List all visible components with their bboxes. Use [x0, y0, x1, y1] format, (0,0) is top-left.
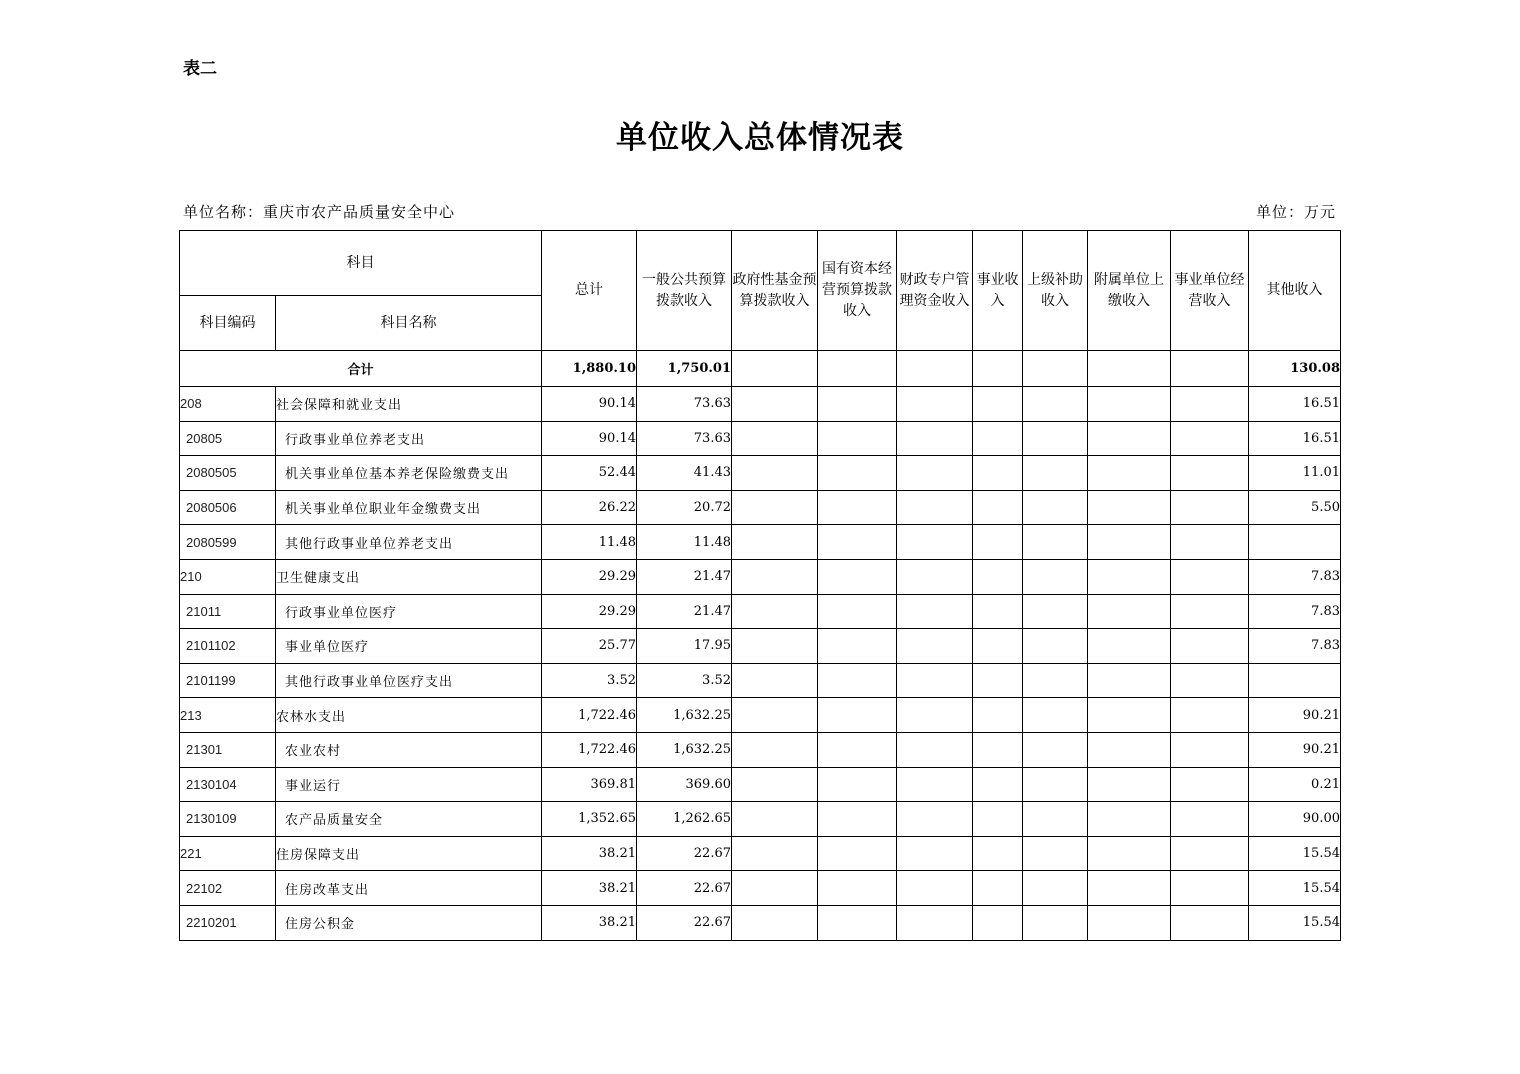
row-business-operation — [1171, 905, 1249, 940]
row-business — [973, 698, 1023, 733]
table-row — [180, 871, 1341, 906]
table-row — [180, 698, 1341, 733]
row-gov-fund — [732, 836, 818, 871]
row-name: 机关事业单位职业年金缴费支出 — [276, 490, 542, 525]
row-name: 卫生健康支出 — [276, 559, 542, 594]
row-fiscal-special — [897, 802, 973, 837]
row-general-budget: 73.63 — [637, 421, 732, 456]
row-fiscal-special — [897, 905, 973, 940]
row-state-capital — [818, 732, 897, 767]
unit-measure-label: 单位：万元 — [1255, 203, 1336, 221]
row-affiliated — [1088, 732, 1171, 767]
row-other: 5.50 — [1249, 490, 1341, 525]
row-other: 7.83 — [1249, 559, 1341, 594]
total-other: 130.08 — [1249, 351, 1341, 387]
row-name: 机关事业单位基本养老保险缴费支出 — [276, 456, 542, 491]
table-number-label: 表二 — [183, 59, 217, 79]
row-business — [973, 559, 1023, 594]
row-business-operation — [1171, 387, 1249, 422]
row-gov-fund — [732, 629, 818, 664]
row-business-operation — [1171, 767, 1249, 802]
row-gov-fund — [732, 767, 818, 802]
row-fiscal-special — [897, 421, 973, 456]
row-fiscal-special — [897, 663, 973, 698]
row-general-budget: 21.47 — [637, 594, 732, 629]
row-state-capital — [818, 629, 897, 664]
total-row — [180, 351, 1341, 387]
row-code: 22102 — [180, 871, 276, 906]
row-total: 29.29 — [542, 594, 637, 629]
row-code: 2080506 — [180, 490, 276, 525]
table-row — [180, 421, 1341, 456]
row-gov-fund — [732, 490, 818, 525]
row-general-budget: 22.67 — [637, 905, 732, 940]
row-other: 16.51 — [1249, 421, 1341, 456]
row-business — [973, 836, 1023, 871]
row-name: 行政事业单位医疗 — [276, 594, 542, 629]
row-superior-subsidy — [1023, 802, 1088, 837]
row-state-capital — [818, 871, 897, 906]
row-affiliated — [1088, 490, 1171, 525]
row-affiliated — [1088, 767, 1171, 802]
row-general-budget: 369.60 — [637, 767, 732, 802]
row-business-operation — [1171, 663, 1249, 698]
row-business — [973, 802, 1023, 837]
row-name: 农林水支出 — [276, 698, 542, 733]
row-gov-fund — [732, 559, 818, 594]
row-fiscal-special — [897, 559, 973, 594]
row-code: 21301 — [180, 732, 276, 767]
row-business-operation — [1171, 836, 1249, 871]
row-general-budget: 20.72 — [637, 490, 732, 525]
row-superior-subsidy — [1023, 594, 1088, 629]
row-superior-subsidy — [1023, 836, 1088, 871]
row-business — [973, 490, 1023, 525]
row-other: 7.83 — [1249, 629, 1341, 664]
total-state-capital — [818, 351, 897, 387]
row-code: 2130104 — [180, 767, 276, 802]
row-fiscal-special — [897, 387, 973, 422]
row-affiliated — [1088, 387, 1171, 422]
row-gov-fund — [732, 663, 818, 698]
row-superior-subsidy — [1023, 698, 1088, 733]
header-name: 科目名称 — [276, 296, 542, 351]
row-fiscal-special — [897, 456, 973, 491]
row-other — [1249, 663, 1341, 698]
header-code: 科目编码 — [180, 296, 276, 351]
table-row — [180, 905, 1341, 940]
row-business — [973, 767, 1023, 802]
row-state-capital — [818, 802, 897, 837]
total-fiscal-special — [897, 351, 973, 387]
row-state-capital — [818, 767, 897, 802]
table-row — [180, 456, 1341, 491]
row-business — [973, 732, 1023, 767]
total-gov-fund — [732, 351, 818, 387]
table-row — [180, 802, 1341, 837]
row-other: 0.21 — [1249, 767, 1341, 802]
row-business-operation — [1171, 698, 1249, 733]
row-name: 其他行政事业单位养老支出 — [276, 525, 542, 560]
row-code: 20805 — [180, 421, 276, 456]
row-total: 1,352.65 — [542, 802, 637, 837]
row-business — [973, 421, 1023, 456]
row-state-capital — [818, 905, 897, 940]
row-business — [973, 387, 1023, 422]
header-general-budget: 一般公共预算拨款收入 — [637, 231, 732, 351]
row-name: 事业运行 — [276, 767, 542, 802]
row-total: 3.52 — [542, 663, 637, 698]
row-state-capital — [818, 836, 897, 871]
row-state-capital — [818, 559, 897, 594]
row-state-capital — [818, 698, 897, 733]
row-superior-subsidy — [1023, 456, 1088, 491]
row-affiliated — [1088, 663, 1171, 698]
row-state-capital — [818, 490, 897, 525]
header-business: 事业收入 — [973, 231, 1023, 351]
row-other: 16.51 — [1249, 387, 1341, 422]
row-affiliated — [1088, 594, 1171, 629]
unit-name-label: 单位名称：重庆市农产品质量安全中心 — [183, 203, 456, 221]
row-general-budget: 11.48 — [637, 525, 732, 560]
row-gov-fund — [732, 421, 818, 456]
row-total: 1,722.46 — [542, 732, 637, 767]
header-affiliated: 附属单位上缴收入 — [1088, 231, 1171, 351]
row-gov-fund — [732, 905, 818, 940]
row-general-budget: 1,632.25 — [637, 698, 732, 733]
row-other: 15.54 — [1249, 871, 1341, 906]
row-gov-fund — [732, 525, 818, 560]
row-gov-fund — [732, 594, 818, 629]
row-business — [973, 905, 1023, 940]
row-state-capital — [818, 421, 897, 456]
income-table — [179, 230, 1341, 941]
table-row — [180, 767, 1341, 802]
total-label: 合计 — [180, 351, 542, 387]
row-other: 7.83 — [1249, 594, 1341, 629]
row-business-operation — [1171, 629, 1249, 664]
row-other: 90.00 — [1249, 802, 1341, 837]
row-other: 15.54 — [1249, 836, 1341, 871]
row-business — [973, 663, 1023, 698]
row-business-operation — [1171, 871, 1249, 906]
row-general-budget: 22.67 — [637, 871, 732, 906]
row-code: 2130109 — [180, 802, 276, 837]
row-affiliated — [1088, 836, 1171, 871]
row-superior-subsidy — [1023, 732, 1088, 767]
row-fiscal-special — [897, 871, 973, 906]
row-total: 38.21 — [542, 905, 637, 940]
header-total: 总计 — [542, 231, 637, 351]
total-superior-subsidy — [1023, 351, 1088, 387]
table-row — [180, 732, 1341, 767]
row-name: 行政事业单位养老支出 — [276, 421, 542, 456]
row-general-budget: 3.52 — [637, 663, 732, 698]
row-code: 2210201 — [180, 905, 276, 940]
row-general-budget: 73.63 — [637, 387, 732, 422]
row-name: 住房改革支出 — [276, 871, 542, 906]
row-other: 15.54 — [1249, 905, 1341, 940]
row-affiliated — [1088, 421, 1171, 456]
row-other — [1249, 525, 1341, 560]
row-affiliated — [1088, 802, 1171, 837]
row-superior-subsidy — [1023, 629, 1088, 664]
row-total: 26.22 — [542, 490, 637, 525]
row-affiliated — [1088, 698, 1171, 733]
row-total: 25.77 — [542, 629, 637, 664]
row-fiscal-special — [897, 836, 973, 871]
row-gov-fund — [732, 456, 818, 491]
row-business — [973, 525, 1023, 560]
row-general-budget: 1,632.25 — [637, 732, 732, 767]
row-name: 社会保障和就业支出 — [276, 387, 542, 422]
row-total: 38.21 — [542, 836, 637, 871]
row-code: 2101199 — [180, 663, 276, 698]
header-gov-fund: 政府性基金预算拨款收入 — [732, 231, 818, 351]
row-code: 213 — [180, 698, 276, 733]
header-other: 其他收入 — [1249, 231, 1341, 351]
row-business — [973, 594, 1023, 629]
row-business-operation — [1171, 732, 1249, 767]
row-fiscal-special — [897, 629, 973, 664]
row-fiscal-special — [897, 594, 973, 629]
total-total: 1,880.10 — [542, 351, 637, 387]
row-business-operation — [1171, 490, 1249, 525]
row-total: 38.21 — [542, 871, 637, 906]
table-row — [180, 559, 1341, 594]
row-code: 221 — [180, 836, 276, 871]
row-superior-subsidy — [1023, 871, 1088, 906]
row-superior-subsidy — [1023, 767, 1088, 802]
table-row — [180, 594, 1341, 629]
row-gov-fund — [732, 871, 818, 906]
row-business-operation — [1171, 421, 1249, 456]
header-superior-subsidy: 上级补助收入 — [1023, 231, 1088, 351]
row-business — [973, 629, 1023, 664]
row-business-operation — [1171, 594, 1249, 629]
header-state-capital: 国有资本经营预算拨款收入 — [818, 231, 897, 351]
row-total: 1,722.46 — [542, 698, 637, 733]
row-state-capital — [818, 456, 897, 491]
row-code: 2080599 — [180, 525, 276, 560]
row-total: 90.14 — [542, 387, 637, 422]
row-superior-subsidy — [1023, 387, 1088, 422]
row-affiliated — [1088, 629, 1171, 664]
row-business — [973, 456, 1023, 491]
row-state-capital — [818, 594, 897, 629]
row-total: 369.81 — [542, 767, 637, 802]
row-business — [973, 871, 1023, 906]
table-row — [180, 490, 1341, 525]
row-code: 2101102 — [180, 629, 276, 664]
row-other: 11.01 — [1249, 456, 1341, 491]
row-affiliated — [1088, 456, 1171, 491]
row-other: 90.21 — [1249, 732, 1341, 767]
row-gov-fund — [732, 732, 818, 767]
row-affiliated — [1088, 559, 1171, 594]
row-fiscal-special — [897, 490, 973, 525]
row-business-operation — [1171, 525, 1249, 560]
row-gov-fund — [732, 802, 818, 837]
total-general-budget: 1,750.01 — [637, 351, 732, 387]
row-code: 21011 — [180, 594, 276, 629]
row-total: 29.29 — [542, 559, 637, 594]
header-subject: 科目 — [180, 231, 542, 296]
row-general-budget: 22.67 — [637, 836, 732, 871]
header-row-1 — [180, 231, 1341, 296]
row-superior-subsidy — [1023, 905, 1088, 940]
row-superior-subsidy — [1023, 663, 1088, 698]
row-total: 90.14 — [542, 421, 637, 456]
table-row — [180, 663, 1341, 698]
row-superior-subsidy — [1023, 559, 1088, 594]
row-total: 52.44 — [542, 456, 637, 491]
row-name: 农业农村 — [276, 732, 542, 767]
row-fiscal-special — [897, 732, 973, 767]
table-row — [180, 629, 1341, 664]
total-business — [973, 351, 1023, 387]
row-code: 2080505 — [180, 456, 276, 491]
row-business-operation — [1171, 456, 1249, 491]
row-general-budget: 17.95 — [637, 629, 732, 664]
row-name: 其他行政事业单位医疗支出 — [276, 663, 542, 698]
row-name: 住房保障支出 — [276, 836, 542, 871]
row-fiscal-special — [897, 767, 973, 802]
header-business-operation: 事业单位经营收入 — [1171, 231, 1249, 351]
row-other: 90.21 — [1249, 698, 1341, 733]
header-fiscal-special: 财政专户管理资金收入 — [897, 231, 973, 351]
row-superior-subsidy — [1023, 490, 1088, 525]
row-affiliated — [1088, 905, 1171, 940]
row-affiliated — [1088, 871, 1171, 906]
row-state-capital — [818, 663, 897, 698]
row-name: 农产品质量安全 — [276, 802, 542, 837]
row-state-capital — [818, 525, 897, 560]
row-code: 208 — [180, 387, 276, 422]
row-business-operation — [1171, 559, 1249, 594]
row-business-operation — [1171, 802, 1249, 837]
row-fiscal-special — [897, 525, 973, 560]
row-state-capital — [818, 387, 897, 422]
row-name: 事业单位医疗 — [276, 629, 542, 664]
row-total: 11.48 — [542, 525, 637, 560]
row-superior-subsidy — [1023, 525, 1088, 560]
row-general-budget: 1,262.65 — [637, 802, 732, 837]
total-business-operation — [1171, 351, 1249, 387]
table-row — [180, 525, 1341, 560]
row-superior-subsidy — [1023, 421, 1088, 456]
row-name: 住房公积金 — [276, 905, 542, 940]
total-affiliated — [1088, 351, 1171, 387]
row-general-budget: 41.43 — [637, 456, 732, 491]
row-gov-fund — [732, 698, 818, 733]
row-general-budget: 21.47 — [637, 559, 732, 594]
page-title: 单位收入总体情况表 — [616, 120, 904, 156]
row-fiscal-special — [897, 698, 973, 733]
row-gov-fund — [732, 387, 818, 422]
row-affiliated — [1088, 525, 1171, 560]
table-row — [180, 387, 1341, 422]
table-row — [180, 836, 1341, 871]
row-code: 210 — [180, 559, 276, 594]
